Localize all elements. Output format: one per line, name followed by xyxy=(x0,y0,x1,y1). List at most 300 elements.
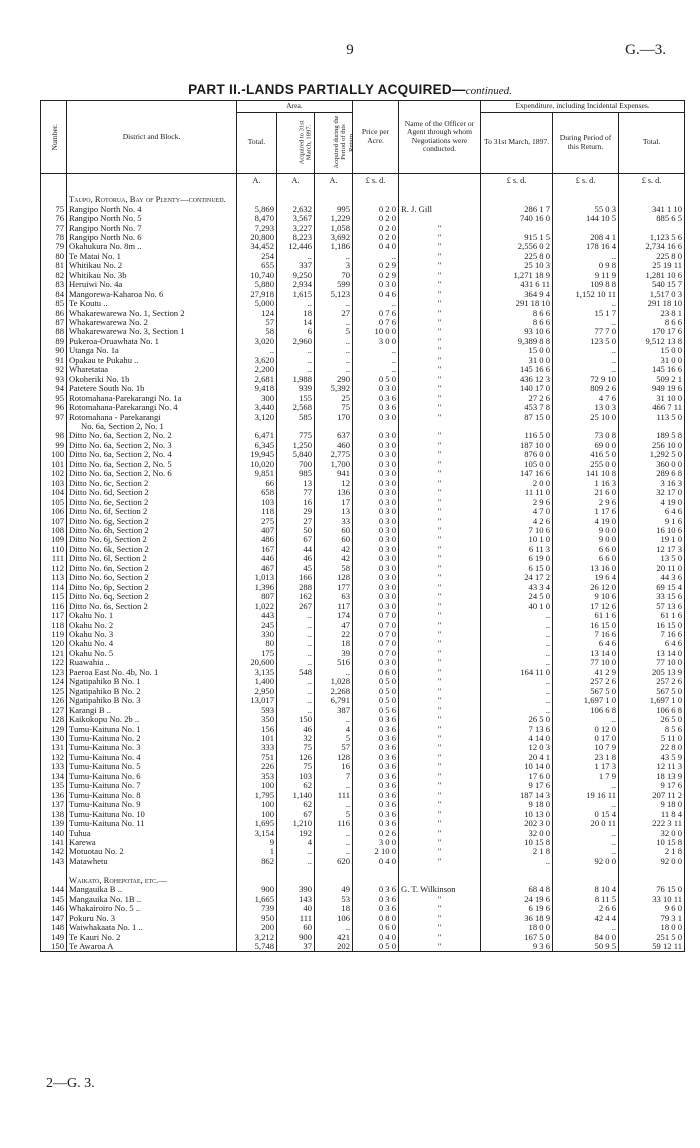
district-header: District and Block. xyxy=(67,101,237,174)
row-number: 149 xyxy=(41,933,67,942)
exp-to-march: 9 18 0 xyxy=(481,800,553,809)
area-total: 1,665 xyxy=(237,895,277,904)
exp-to-march: 164 11 0 xyxy=(481,668,553,677)
officer-name: " xyxy=(399,271,481,280)
officer-name: " xyxy=(399,441,481,450)
acquired-during: .. xyxy=(315,800,353,809)
exp-to-march: 116 5 0 xyxy=(481,431,553,440)
unit-label xyxy=(41,173,67,186)
district-block: Ruawahia .. xyxy=(67,658,237,667)
acquired-to: 111 xyxy=(277,914,315,923)
exp-during: 255 0 0 xyxy=(553,460,619,469)
table-row xyxy=(41,337,685,346)
exp-during: 77 7 0 xyxy=(553,327,619,336)
exp-to-march: 43 3 4 xyxy=(481,583,553,592)
unit-label xyxy=(399,173,481,186)
acquired-during: 7 xyxy=(315,772,353,781)
exp-total: 9 17 6 xyxy=(619,781,685,790)
price-per-acre: 0 3 6 xyxy=(353,810,399,819)
area-total: 101 xyxy=(237,734,277,743)
area-total: 333 xyxy=(237,743,277,752)
row-number: 137 xyxy=(41,800,67,809)
acquired-to: 14 xyxy=(277,318,315,327)
exp-during: 77 10 0 xyxy=(553,658,619,667)
row-number: 116 xyxy=(41,602,67,611)
price-per-acre: 0 7 0 xyxy=(353,621,399,630)
exp-total: 106 6 8 xyxy=(619,706,685,715)
unit-label: £ s. d. xyxy=(619,173,685,186)
exp-total: 13 14 0 xyxy=(619,649,685,658)
unit-label: A. xyxy=(237,173,277,186)
district-block: Karewa xyxy=(67,838,237,847)
price-per-acre: 0 3 0 xyxy=(353,488,399,497)
officer-header: Name of the Officer or Agent through whom Negotiations were conducted. xyxy=(399,101,481,174)
officer-name: " xyxy=(399,781,481,790)
acquired-to: 1,210 xyxy=(277,819,315,828)
exp-to-march: 6 11 3 xyxy=(481,545,553,554)
area-total: 13,017 xyxy=(237,696,277,705)
row-number: 140 xyxy=(41,829,67,838)
exp-to-march: .. xyxy=(481,611,553,620)
area-total: 175 xyxy=(237,649,277,658)
area-total: 124 xyxy=(237,309,277,318)
table-row xyxy=(41,630,685,639)
area-total: 658 xyxy=(237,488,277,497)
exp-during: 10 7 9 xyxy=(553,743,619,752)
exp-total: 205 13 9 xyxy=(619,668,685,677)
unit-label xyxy=(67,173,237,186)
district-block: Tumu-Kaituna No. 1 xyxy=(67,725,237,734)
exp-during: 567 5 0 xyxy=(553,687,619,696)
price-per-acre: 0 7 6 xyxy=(353,318,399,327)
exp-during: 25 10 0 xyxy=(553,413,619,422)
acquired-to: 62 xyxy=(277,781,315,790)
row-number: 130 xyxy=(41,734,67,743)
area-total: 245 xyxy=(237,621,277,630)
acquired-during: 421 xyxy=(315,933,353,942)
row-number: 121 xyxy=(41,649,67,658)
acquired-during: 460 xyxy=(315,441,353,450)
table-row xyxy=(41,904,685,913)
exp-total: 4 19 0 xyxy=(619,498,685,507)
exp-during: 26 12 0 xyxy=(553,583,619,592)
area-total: 1,396 xyxy=(237,583,277,592)
row-number: 95 xyxy=(41,394,67,403)
exp-to-march: 24 19 6 xyxy=(481,895,553,904)
exp-during: 9 0 0 xyxy=(553,535,619,544)
row-number: 119 xyxy=(41,630,67,639)
price-per-acre: 0 4 0 xyxy=(353,933,399,942)
area-total: 300 xyxy=(237,394,277,403)
acquired-to-header: Acquired to 31st March, 1897. xyxy=(277,112,315,173)
acquired-to: 548 xyxy=(277,668,315,677)
row-number: 94 xyxy=(41,384,67,393)
exp-during: .. xyxy=(553,318,619,327)
exp-to-march: 26 5 0 xyxy=(481,715,553,724)
acquired-to: 32 xyxy=(277,734,315,743)
area-total: 3,020 xyxy=(237,337,277,346)
exp-total: 9 1 6 xyxy=(619,517,685,526)
exp-total: 341 1 10 xyxy=(619,205,685,214)
officer-name: " xyxy=(399,517,481,526)
price-per-acre: 0 7 0 xyxy=(353,639,399,648)
district-block: Ditto No. 6n, Section 2 xyxy=(67,564,237,573)
area-total: 1 xyxy=(237,847,277,856)
exp-to-march: 147 16 6 xyxy=(481,469,553,478)
row-number: 107 xyxy=(41,517,67,526)
officer-name: " xyxy=(399,602,481,611)
acquired-during: 70 xyxy=(315,271,353,280)
row-number: 83 xyxy=(41,280,67,289)
exp-during: 9 10 6 xyxy=(553,592,619,601)
acquired-during: 3 xyxy=(315,261,353,270)
officer-name: " xyxy=(399,318,481,327)
acquired-to: 37 xyxy=(277,942,315,952)
officer-name: " xyxy=(399,725,481,734)
acquired-during: 995 xyxy=(315,205,353,214)
exp-during: 4 7 6 xyxy=(553,394,619,403)
district-block: Patetere South No. 1b xyxy=(67,384,237,393)
acquired-during: 60 xyxy=(315,535,353,544)
district-block: Rotomahana - Parekarangi xyxy=(67,413,237,422)
exp-to-march xyxy=(481,866,553,885)
district-block: Te Matai No. 1 xyxy=(67,252,237,261)
acquired-during: 25 xyxy=(315,394,353,403)
acquired-during: 53 xyxy=(315,895,353,904)
price-per-acre: 0 2 9 xyxy=(353,271,399,280)
acquired-to: 67 xyxy=(277,810,315,819)
row-number: 136 xyxy=(41,791,67,800)
exp-during: 2 9 6 xyxy=(553,498,619,507)
row-number: 132 xyxy=(41,753,67,762)
exp-during: 7 16 6 xyxy=(553,630,619,639)
price-per-acre: 0 3 6 xyxy=(353,791,399,800)
district-block: Tumu-Kaituna No. 11 xyxy=(67,819,237,828)
acquired-during: 5 xyxy=(315,327,353,336)
acquired-during: .. xyxy=(315,829,353,838)
exp-to-march: 11 11 0 xyxy=(481,488,553,497)
acquired-to: 67 xyxy=(277,535,315,544)
area-total: 807 xyxy=(237,592,277,601)
exp-during: 13 0 3 xyxy=(553,403,619,412)
officer-name: " xyxy=(399,384,481,393)
exp-to-march: 6 15 0 xyxy=(481,564,553,573)
area-total: 66 xyxy=(237,479,277,488)
price-per-acre: 0 3 0 xyxy=(353,460,399,469)
acquired-during: 57 xyxy=(315,743,353,752)
officer-name: " xyxy=(399,375,481,384)
row-number: 91 xyxy=(41,356,67,365)
district-block: Ditto No. 6a, Section 2, No. 6 xyxy=(67,469,237,478)
exp-to-march: 187 10 0 xyxy=(481,441,553,450)
district-block: Tumu-Kaituna No. 2 xyxy=(67,734,237,743)
exp-total: 57 13 6 xyxy=(619,602,685,611)
exp-total: 16 15 0 xyxy=(619,621,685,630)
total-area-header: Total. xyxy=(237,112,277,173)
acquired-to: .. xyxy=(277,299,315,308)
district-block: Ditto No. 6h, Section 2 xyxy=(67,526,237,535)
district-block: Whakarewarewa No. 3, Section 1 xyxy=(67,327,237,336)
exp-during: 72 9 10 xyxy=(553,375,619,384)
price-per-acre: 0 3 0 xyxy=(353,280,399,289)
area-header: Area. xyxy=(237,101,353,113)
price-per-acre: 0 5 0 xyxy=(353,677,399,686)
acquired-to: 192 xyxy=(277,829,315,838)
area-total: 5,748 xyxy=(237,942,277,952)
acquired-during: .. xyxy=(315,252,353,261)
exp-during: 55 0 3 xyxy=(553,205,619,214)
acquired-to: 45 xyxy=(277,564,315,573)
acquired-during: 599 xyxy=(315,280,353,289)
officer-name: " xyxy=(399,403,481,412)
title-suffix: continued. xyxy=(465,85,512,97)
exp-during: 8 11 5 xyxy=(553,895,619,904)
row-number: 133 xyxy=(41,762,67,771)
exp-to-march: 7 13 6 xyxy=(481,725,553,734)
price-per-acre: 0 6 0 xyxy=(353,923,399,932)
district-block: Rangipo North No. 6 xyxy=(67,233,237,242)
officer-name: " xyxy=(399,394,481,403)
exp-during: 15 1 7 xyxy=(553,309,619,318)
exp-during: 106 6 8 xyxy=(553,706,619,715)
district-block: Okahu No. 1 xyxy=(67,611,237,620)
area-total: 3,620 xyxy=(237,356,277,365)
exp-total: 360 0 0 xyxy=(619,460,685,469)
exp-to-march: 36 18 9 xyxy=(481,914,553,923)
price-per-acre: 0 3 0 xyxy=(353,441,399,450)
area-total: 80 xyxy=(237,639,277,648)
exp-total: 79 3 1 xyxy=(619,914,685,923)
area-total: 2,681 xyxy=(237,375,277,384)
district-block: Utanga No. 1a xyxy=(67,346,237,355)
row-number: 127 xyxy=(41,706,67,715)
price-per-acre: 0 2 0 xyxy=(353,224,399,233)
exp-to-march: 4 14 0 xyxy=(481,734,553,743)
exp-total: 222 3 11 xyxy=(619,819,685,828)
acquired-during: 42 xyxy=(315,545,353,554)
lands-table xyxy=(40,100,685,952)
table-row xyxy=(41,829,685,838)
acquired-during: .. xyxy=(315,299,353,308)
district-block: Te Kauri No. 2 xyxy=(67,933,237,942)
area-total: 10,740 xyxy=(237,271,277,280)
row-number: 122 xyxy=(41,658,67,667)
officer-name: " xyxy=(399,431,481,440)
area-total: 275 xyxy=(237,517,277,526)
officer-name: " xyxy=(399,460,481,469)
price-per-acre: 0 3 6 xyxy=(353,743,399,752)
exp-to-march: 7 10 6 xyxy=(481,526,553,535)
price-per-acre: .. xyxy=(353,346,399,355)
during-period-header: During Period of this Return. xyxy=(553,112,619,173)
officer-name: " xyxy=(399,772,481,781)
district-block: No. 6a, Section 2, No. 1 xyxy=(67,422,237,431)
row-number: 77 xyxy=(41,224,67,233)
number-header: Number. xyxy=(41,101,67,174)
area-total: 20,800 xyxy=(237,233,277,242)
district-block: Okahu No. 3 xyxy=(67,630,237,639)
district-block: Tumu-Kaituna No. 5 xyxy=(67,762,237,771)
exp-during: .. xyxy=(553,781,619,790)
table-body xyxy=(41,173,685,952)
price-per-acre: 0 4 0 xyxy=(353,242,399,251)
acquired-to: 75 xyxy=(277,743,315,752)
price-per-acre: 0 3 6 xyxy=(353,819,399,828)
officer-name: " xyxy=(399,365,481,374)
exp-during: .. xyxy=(553,365,619,374)
acquired-to: 12,446 xyxy=(277,242,315,251)
exp-during: 1 17 3 xyxy=(553,762,619,771)
acquired-during: 1,028 xyxy=(315,677,353,686)
exp-to-march: 68 4 8 xyxy=(481,885,553,894)
area-total: 7,293 xyxy=(237,224,277,233)
officer-name: " xyxy=(399,639,481,648)
exp-total: 10 15 8 xyxy=(619,838,685,847)
acquired-to: 1,615 xyxy=(277,290,315,299)
price-per-acre: 0 7 0 xyxy=(353,611,399,620)
row-number: 80 xyxy=(41,252,67,261)
price-per-acre: 0 7 0 xyxy=(353,649,399,658)
exp-during: 1,697 1 0 xyxy=(553,696,619,705)
officer-name: " xyxy=(399,573,481,582)
acquired-to: .. xyxy=(277,365,315,374)
exp-to-march: .. xyxy=(481,687,553,696)
price-per-acre: 0 3 0 xyxy=(353,545,399,554)
district-block: Ditto No. 6a, Section 2, No. 4 xyxy=(67,450,237,459)
exp-to-march: 225 8 0 xyxy=(481,252,553,261)
district-block: Heruiwi No. 4a xyxy=(67,280,237,289)
acquired-during: 128 xyxy=(315,573,353,582)
acquired-during: 2,268 xyxy=(315,687,353,696)
acquired-during: 13 xyxy=(315,507,353,516)
acquired-to xyxy=(277,186,315,205)
exp-during: 1 17 6 xyxy=(553,507,619,516)
officer-name: " xyxy=(399,507,481,516)
district-block: Ditto No. 6a, Section 2, No. 5 xyxy=(67,460,237,469)
exp-during: 6 6 0 xyxy=(553,554,619,563)
row-number: 101 xyxy=(41,460,67,469)
area-total: 330 xyxy=(237,630,277,639)
exp-total: 6 4 6 xyxy=(619,639,685,648)
exp-to-march: 187 14 3 xyxy=(481,791,553,800)
row-number: 103 xyxy=(41,479,67,488)
acquired-to: 3,567 xyxy=(277,214,315,223)
row-number: 92 xyxy=(41,365,67,374)
district-block: Okahukura No. 8m .. xyxy=(67,242,237,251)
area-total: 3,135 xyxy=(237,668,277,677)
row-number: 118 xyxy=(41,621,67,630)
acquired-during: .. xyxy=(315,847,353,856)
exp-to-march: 9 3 6 xyxy=(481,942,553,952)
area-total: 3,154 xyxy=(237,829,277,838)
exp-total: 189 5 8 xyxy=(619,431,685,440)
row-number: 98 xyxy=(41,431,67,440)
district-block: Whitikau No. 2 xyxy=(67,261,237,270)
officer-name: " xyxy=(399,923,481,932)
exp-during: 0 12 0 xyxy=(553,725,619,734)
exp-during: .. xyxy=(553,838,619,847)
officer-name: " xyxy=(399,280,481,289)
area-total: 100 xyxy=(237,810,277,819)
district-block: Ditto No. 6s, Section 2 xyxy=(67,602,237,611)
price-per-acre: 0 5 0 xyxy=(353,942,399,952)
exp-during: 19 6 4 xyxy=(553,573,619,582)
acquired-during-header: Acquired during the Period of this Return. xyxy=(315,112,353,173)
area-total: 5,880 xyxy=(237,280,277,289)
price-per-acre: 0 8 0 xyxy=(353,914,399,923)
officer-name xyxy=(399,866,481,885)
table-row xyxy=(41,819,685,828)
acquired-during: .. xyxy=(315,356,353,365)
table-row xyxy=(41,365,685,374)
exp-total: 31 10 0 xyxy=(619,394,685,403)
row-number: 145 xyxy=(41,895,67,904)
exp-to-march: 286 1 7 xyxy=(481,205,553,214)
row-number: 100 xyxy=(41,450,67,459)
row-number: 120 xyxy=(41,639,67,648)
district-block: Tumu-Kaituna No. 8 xyxy=(67,791,237,800)
exp-during: 0 9 8 xyxy=(553,261,619,270)
acquired-to: 267 xyxy=(277,602,315,611)
exp-to-march: 20 4 1 xyxy=(481,753,553,762)
district-block: Ditto No. 6p, Section 2 xyxy=(67,583,237,592)
district-block: Ditto No. 6a, Section 2, No. 2 xyxy=(67,431,237,440)
officer-name: " xyxy=(399,677,481,686)
officer-name: " xyxy=(399,479,481,488)
price-per-acre: 0 3 6 xyxy=(353,734,399,743)
exp-during: 69 0 0 xyxy=(553,441,619,450)
officer-name: " xyxy=(399,800,481,809)
district-block: Tumu-Kaituna No. 3 xyxy=(67,743,237,752)
acquired-to: .. xyxy=(277,252,315,261)
officer-name: " xyxy=(399,535,481,544)
area-total: 1,013 xyxy=(237,573,277,582)
row-number: 128 xyxy=(41,715,67,724)
exp-during: 21 6 0 xyxy=(553,488,619,497)
exp-total: 44 3 6 xyxy=(619,573,685,582)
exp-to-march: 2 1 8 xyxy=(481,847,553,856)
price-per-acre: 0 3 6 xyxy=(353,772,399,781)
exp-to-march: 27 2 6 xyxy=(481,394,553,403)
price-per-acre: 0 3 0 xyxy=(353,592,399,601)
exp-total: 25 19 11 xyxy=(619,261,685,270)
acquired-to: 166 xyxy=(277,573,315,582)
acquired-during: 17 xyxy=(315,498,353,507)
exp-total: 12 11 3 xyxy=(619,762,685,771)
officer-name: " xyxy=(399,290,481,299)
exp-to-march: 24 5 0 xyxy=(481,592,553,601)
acquired-to: 44 xyxy=(277,545,315,554)
to-march-header: To 31st March, 1897. xyxy=(481,112,553,173)
acquired-during: 202 xyxy=(315,942,353,952)
exp-total: 291 18 10 xyxy=(619,299,685,308)
officer-name: " xyxy=(399,261,481,270)
exp-during: 6 4 6 xyxy=(553,639,619,648)
exp-to-march: 93 10 6 xyxy=(481,327,553,336)
acquired-to: 1,988 xyxy=(277,375,315,384)
acquired-during: 47 xyxy=(315,621,353,630)
area-total: 1,795 xyxy=(237,791,277,800)
exp-total: 92 0 0 xyxy=(619,857,685,866)
acquired-during: 941 xyxy=(315,469,353,478)
price-per-acre: 0 5 0 xyxy=(353,375,399,384)
acquired-during: 6,791 xyxy=(315,696,353,705)
officer-name: " xyxy=(399,545,481,554)
price-per-acre: 0 7 0 xyxy=(353,630,399,639)
acquired-during: .. xyxy=(315,318,353,327)
exp-total: 885 6 5 xyxy=(619,214,685,223)
row-number: 75 xyxy=(41,205,67,214)
